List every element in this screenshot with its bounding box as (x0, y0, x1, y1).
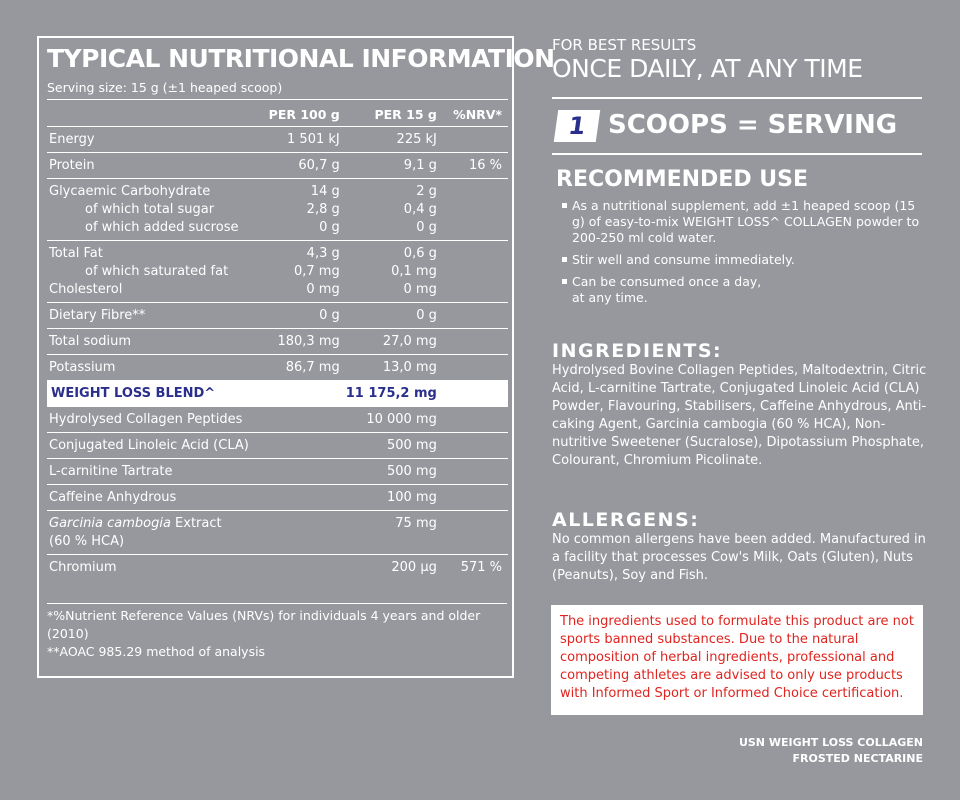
row-nrv (443, 459, 508, 485)
table-row-chromium (47, 555, 508, 581)
row-label: Hydrolysed Collagen Peptides (47, 407, 258, 433)
row-label: Chromium (47, 555, 258, 581)
row-sublabel-sucrose: of which added sucrose (85, 220, 239, 235)
row-per100: 1 501 kJ (258, 127, 346, 153)
row-label: Extract (170, 516, 222, 531)
row-label: L-carnitine Tartrate (47, 459, 258, 485)
row-per100: 14 g (310, 184, 340, 199)
row-per100-sucrose: 0 g (319, 220, 340, 235)
table-row-garcinia (47, 511, 508, 555)
header-per-100g: PER 100 g (258, 100, 346, 127)
footnote-aoac: **AOAC 985.29 method of analysis (47, 644, 266, 659)
row-nrv (443, 355, 508, 381)
list-item: As a nutritional supplement, add ±1 heaped scoop (15 g) of easy-to-mix WEIGHT LOSS^ COLLAGEN powder to 200-250 ml cold water. (560, 198, 925, 246)
row-per100: 86,7 mg (258, 355, 346, 381)
row-label: Conjugated Linoleic Acid (CLA) (47, 433, 258, 459)
table-row-fibre (47, 303, 508, 329)
blend-label: WEIGHT LOSS BLEND^ (47, 381, 258, 407)
row-per15: 500 mg (346, 433, 443, 459)
table-row-fat (47, 241, 508, 303)
blend-per15: 11 175,2 mg (346, 381, 443, 407)
table-row-potassium (47, 355, 508, 381)
row-per100: 180,3 mg (258, 329, 346, 355)
row-label: Glycaemic Carbohydrate (49, 184, 211, 199)
scoop-serving-label: SCOOPS = SERVING (608, 110, 898, 140)
best-results-label: FOR BEST RESULTS (552, 36, 697, 54)
serving-size: Serving size: 15 g (±1 heaped scoop) (47, 80, 283, 95)
table-row-carnitine (47, 459, 508, 485)
row-per15: 9,1 g (346, 153, 443, 179)
table-row-sodium (47, 329, 508, 355)
table-row-carbohydrate (47, 179, 508, 241)
row-per15-sugar: 0,4 g (403, 202, 437, 217)
product-name: USN WEIGHT LOSS COLLAGEN (738, 736, 923, 749)
row-per15: 500 mg (346, 459, 443, 485)
divider (552, 153, 922, 155)
nutrition-footnotes (47, 603, 507, 661)
row-nrv (443, 407, 508, 433)
scoop-count-badge: 1 (554, 110, 600, 142)
table-row-blend (47, 381, 508, 407)
row-nrv (443, 303, 508, 329)
row-per15: 75 mg (346, 511, 443, 555)
row-per100: 0 g (258, 303, 346, 329)
row-label: Potassium (47, 355, 258, 381)
row-label-line2: (60 % HCA) (49, 534, 125, 549)
athlete-warning-text: The ingredients used to formulate this product are not sports banned substances. Due to the natural composition of herbal ingredients, professional and competing athletes are advised to only use products with Informed Sport or Informed Choice certification. (560, 614, 914, 701)
row-label: Total Fat (49, 246, 103, 261)
table-row-caffeine (47, 485, 508, 511)
row-label-italic: Garcinia cambogia (49, 516, 171, 531)
row-per15: 10 000 mg (346, 407, 443, 433)
recommended-use-heading: RECOMMENDED USE (556, 167, 808, 192)
row-label: Dietary Fibre** (47, 303, 258, 329)
row-nrv: 571 % (443, 555, 508, 581)
table-row-energy (47, 127, 508, 153)
ingredients-heading: INGREDIENTS: (552, 340, 723, 362)
table-row-collagen (47, 407, 508, 433)
row-nrv (443, 433, 508, 459)
row-per15-sucrose: 0 g (416, 220, 437, 235)
row-nrv: 16 % (443, 153, 508, 179)
row-sublabel-sugar: of which total sugar (85, 202, 215, 217)
row-nrv (443, 485, 508, 511)
header-empty (47, 100, 258, 127)
nutrition-title: TYPICAL NUTRITIONAL INFORMATION (47, 44, 555, 73)
row-per15: 100 mg (346, 485, 443, 511)
row-per15: 0,6 g (403, 246, 437, 261)
row-per100: 4,3 g (306, 246, 340, 261)
ingredients-text: Hydrolysed Bovine Collagen Peptides, Maltodextrin, Citric Acid, L-carnitine Tartrate, Conjugated Linoleic Acid (CLA) Powder, Flavouring, Stabilisers, Caffeine Anhydrous, Anti-caking Agent, Garcinia cambogia (60 % HCA), Non-nutritive Sweetener (Sucralose), Dipotassium Phosphate, Colourant, Chromium Picolinate. (552, 363, 927, 468)
row-nrv (443, 127, 508, 153)
table-row-protein (47, 153, 508, 179)
row-label: Caffeine Anhydrous (47, 485, 258, 511)
recommended-use-list (560, 198, 925, 312)
row-sublabel-saturated: of which saturated fat (85, 264, 229, 279)
header-per-15g: PER 15 g (346, 100, 443, 127)
list-item: Stir well and consume immediately. (560, 252, 925, 268)
athlete-warning-box (551, 605, 923, 715)
row-per15-cholesterol: 0 mg (403, 282, 437, 297)
footnote-nrv: *%Nutrient Reference Values (NRVs) for individuals 4 years and older (2010) (47, 608, 481, 641)
table-row-cla (47, 433, 508, 459)
row-per15: 2 g (416, 184, 437, 199)
row-per100-saturated: 0,7 mg (294, 264, 340, 279)
row-per100-cholesterol: 0 mg (306, 282, 340, 297)
row-per100-sugar: 2,8 g (306, 202, 340, 217)
row-per15: 225 kJ (346, 127, 443, 153)
allergens-heading: ALLERGENS: (552, 509, 700, 531)
row-per15: 13,0 mg (346, 355, 443, 381)
row-label: Protein (47, 153, 258, 179)
list-item: Can be consumed once a day, at any time. (560, 274, 925, 306)
allergens-text: No common allergens have been added. Manufactured in a facility that processes Cow's Milk, Oats (Gluten), Nuts (Peanuts), Soy and Fish. (552, 532, 926, 583)
row-label: Energy (47, 127, 258, 153)
frequency-label: ONCE DAILY, AT ANY TIME (552, 54, 863, 83)
divider (552, 97, 922, 99)
row-nrv (443, 241, 508, 303)
nutrition-panel (37, 36, 555, 678)
row-per15: 27,0 mg (346, 329, 443, 355)
row-per15: 200 µg (346, 555, 443, 581)
row-per15-saturated: 0,1 mg (391, 264, 437, 279)
row-nrv (443, 179, 508, 241)
row-label: Total sodium (47, 329, 258, 355)
row-label-cholesterol: Cholesterol (49, 282, 123, 297)
table-header (47, 100, 508, 127)
row-per15: 0 g (346, 303, 443, 329)
row-nrv (443, 329, 508, 355)
product-flavour: FROSTED NECTARINE (792, 752, 923, 765)
row-per100: 60,7 g (258, 153, 346, 179)
row-nrv (443, 511, 508, 555)
nutrition-table (47, 99, 508, 580)
header-nrv: %NRV* (443, 100, 508, 127)
